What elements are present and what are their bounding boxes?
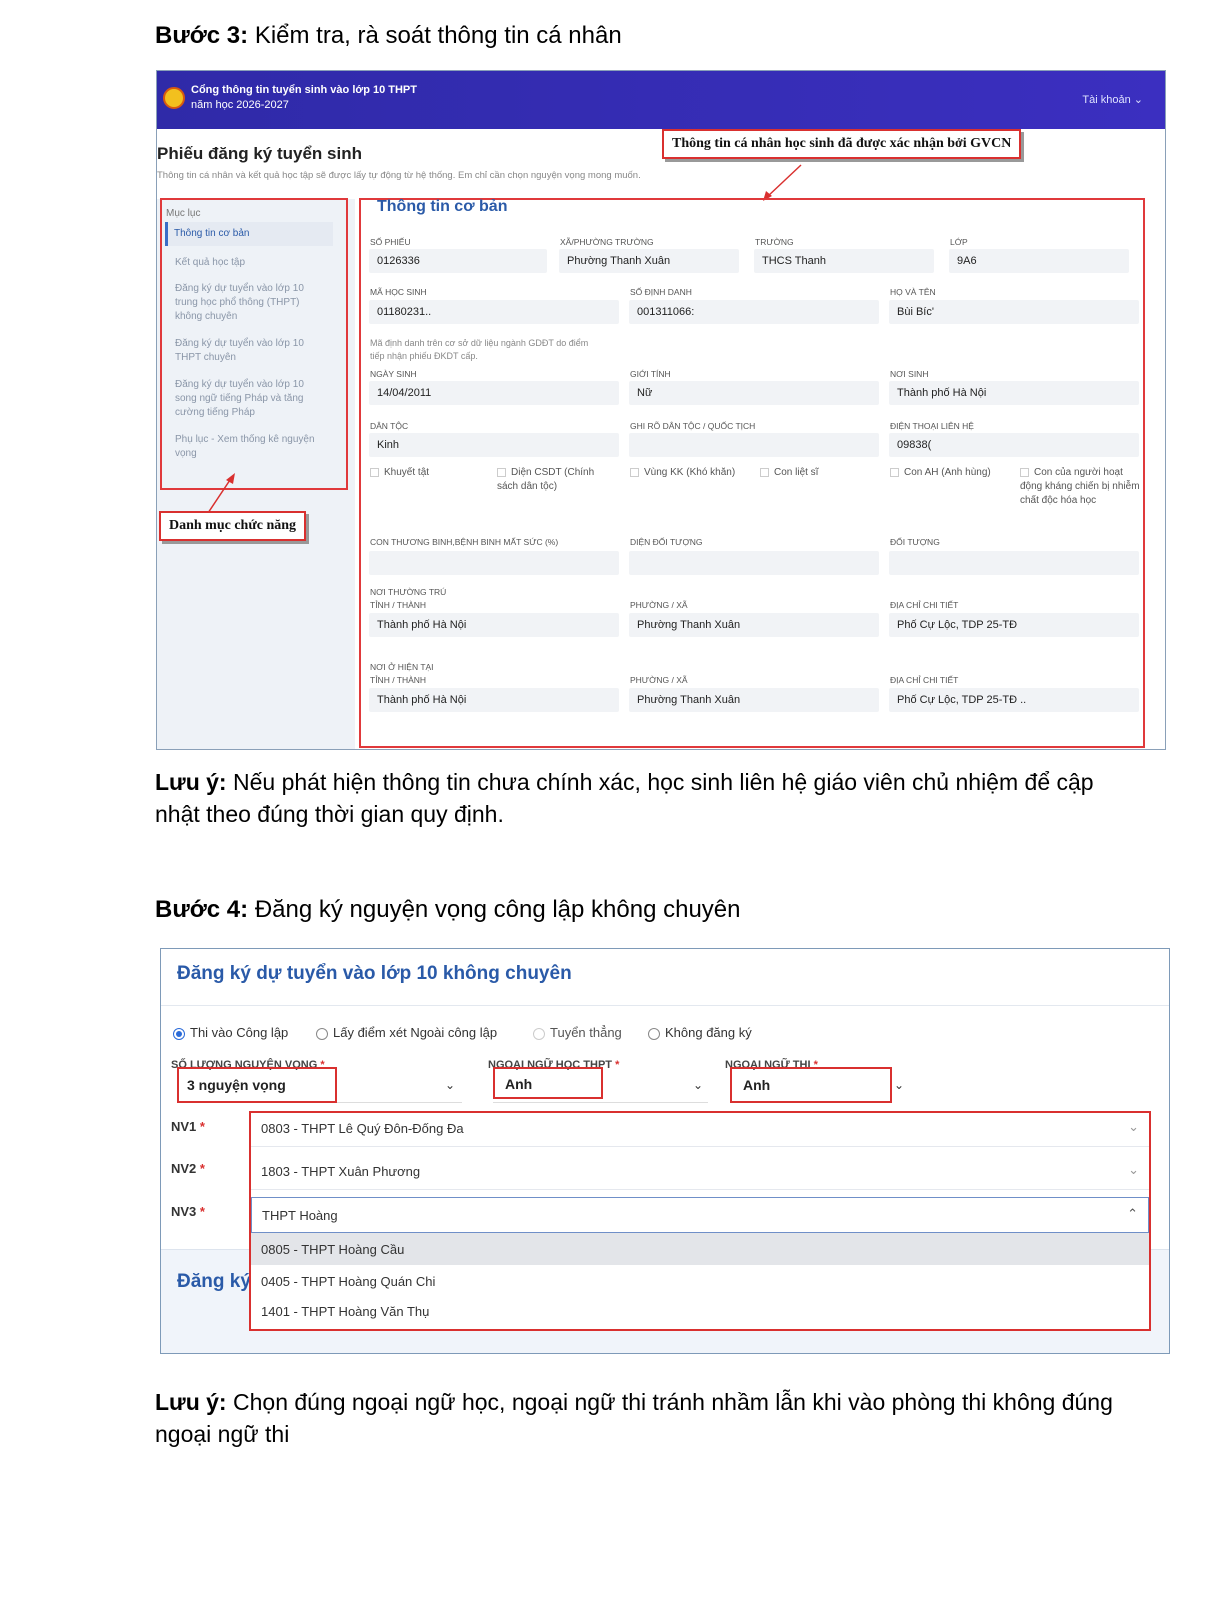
label-gioi-tinh: GIỚI TÍNH [630,369,671,379]
note1: Lưu ý: Nếu phát hiện thông tin chưa chính xác, học sinh liên hệ giáo viên chủ nhiệm để cập nhật theo đúng thời gian quy định. [155,769,1094,827]
check-chat-doc[interactable]: Con của người hoạt động kháng chiến bị nhiễm chất độc hóa học [1020,467,1140,506]
chevron-up-icon: ⌃ [1127,1206,1138,1221]
field-lop: 9A6 [949,249,1129,273]
label-tinh-thanh: TỈNH / THÀNH [370,600,427,610]
annotation-arrow-icon [202,471,242,516]
highlight-nv-list [249,1111,1151,1331]
label-dien-thoai: ĐIỆN THOẠI LIÊN HỆ [890,421,974,431]
chevron-down-icon[interactable]: ⌄ [894,1078,905,1092]
menu-item-non-specialized[interactable]: Đăng ký dự tuyển vào lớp 10 trung học phổ thông (THPT) không chuyên [175,283,304,322]
label-con-thuong-binh: CON THƯƠNG BINH,BỆNH BINH MẤT SỨC (%) [370,537,559,547]
menu-item-specialized[interactable]: Đăng ký dự tuyển vào lớp 10 THPT chuyên [175,338,304,363]
check-con-liet-si[interactable]: Con liệt sĩ [760,466,880,480]
radio-ngoai-cong-lap[interactable]: Lấy điểm xét Ngoài công lập [316,1025,497,1040]
portal-header [157,71,1165,129]
field-gioi-tinh: Nữ [629,381,879,405]
select-nv2[interactable]: 1803 - THPT Xuân Phương ⌄ [251,1154,1149,1190]
field-ghi-ro [629,433,879,457]
label-ho-ten: HỌ VÀ TÊN [890,287,936,297]
radio-tuyen-thang[interactable]: Tuyển thẳng [533,1025,622,1040]
menu-title: Mục lục [166,208,201,219]
label-ngoai-ngu-thi: NGOẠI NGỮ THI * [725,1059,818,1071]
screenshot-personal-info [156,70,1166,750]
menu-item-appendix[interactable]: Phụ lục - Xem thống kê nguyện vọng [175,434,315,459]
field-tt-phuong: Phường Thanh Xuân [629,613,879,637]
label-ngay-sinh: NGÀY SINH [370,369,417,379]
page-subtitle: Thông tin cá nhân và kết quả học tập sẽ được lấy tự động từ hệ thống. Em chỉ cần chọn nguyện vọng mong muốn. [157,170,641,181]
field-dien-thoai: 09838( [889,433,1139,457]
step3-heading: Bước 3: Kiểm tra, rà soát thông tin cá nhân [155,22,622,49]
nv3-label: NV3 * [171,1204,205,1219]
registration-title: Đăng ký dự tuyển vào lớp 10 không chuyên [177,963,572,984]
field-dan-toc: Kinh [369,433,619,457]
annotation-gvcn: Thông tin cá nhân học sinh đã được xác nhận bởi GVCN [662,129,1021,159]
label-dan-toc: DÂN TỘC [370,421,409,431]
field-doi-tuong [889,551,1139,575]
label-dia-chi: ĐỊA CHỈ CHI TIẾT [890,675,959,685]
chevron-down-icon[interactable]: ⌄ [445,1078,456,1092]
portal-title: Cổng thông tin tuyển sinh vào lớp 10 THPT năm học 2026-2027 [191,84,417,111]
field-ht-tinh: Thành phố Hà Nội [369,688,619,712]
label-lop: LỚP [950,237,968,247]
menu-item-french[interactable]: Đăng ký dự tuyển vào lớp 10 song ngữ tiếng Pháp và tăng cường tiếng Pháp [175,379,304,418]
check-dien-csdt[interactable]: Diện CSDT (Chính sách dân tộc) [497,467,595,492]
label-xa-phuong: XÃ/PHƯỜNG TRƯỜNG [560,237,654,247]
option-nv3-2[interactable]: 0405 - THPT Hoàng Quán Chi [251,1265,1149,1297]
nv1-label: NV1 * [171,1119,205,1134]
check-con-ah[interactable]: Con AH (Anh hùng) [890,466,1015,480]
label-ngoai-ngu-hoc: NGOẠI NGỮ HỌC THPT * [488,1059,620,1071]
field-ht-dia-chi: Phố Cự Lộc, TDP 25-TĐ .. [889,688,1139,712]
select-so-luong-value: 3 nguyện vọng [187,1077,286,1093]
label-ghi-ro: GHI RÕ DÂN TỘC / QUỐC TỊCH [630,421,756,431]
menu-item-basic-info[interactable]: Thông tin cơ bản [165,222,333,246]
screenshot-registration [160,948,1170,1354]
label-tinh-thanh: TỈNH / THÀNH [370,675,427,685]
menu-item-results[interactable]: Kết quả học tập [175,257,246,268]
check-khuyet-tat[interactable]: Khuyết tật [370,466,490,480]
label-so-luong-nv: SỐ LƯỢNG NGUYỆN VỌNG * [171,1059,325,1071]
label-dien-doi-tuong: DIỆN ĐỐI TƯỢNG [630,537,703,547]
label-dia-chi: ĐỊA CHỈ CHI TIẾT [890,600,959,610]
radio-khong-dang-ky[interactable]: Không đăng ký [648,1025,752,1040]
label-phuong-xa: PHƯỜNG / XÃ [630,600,688,610]
chevron-down-icon: ⌄ [1128,1162,1139,1177]
label-noi-sinh: NƠI SINH [890,369,929,379]
field-xa-phuong: Phường Thanh Xuân [559,249,739,273]
field-noi-sinh: Thành phố Hà Nội [889,381,1139,405]
option-nv3-1[interactable]: 0805 - THPT Hoàng Cầu [251,1233,1149,1265]
note2: Lưu ý: Chọn đúng ngoại ngữ học, ngoại ngữ thi tránh nhầm lẫn khi vào phòng thi không đúng ngoại ngữ thi [155,1389,1113,1447]
check-vung-kk[interactable]: Vùng KK (Khó khăn) [630,466,755,480]
chevron-down-icon: ⌄ [1133,94,1143,106]
label-truong: TRƯỜNG [755,237,794,247]
select-ngoai-ngu-hoc-value: Anh [505,1076,533,1092]
label-ma-hoc-sinh: MÃ HỌC SINH [370,287,427,297]
field-tt-tinh: Thành phố Hà Nội [369,613,619,637]
hint-dinh-danh: Mã định danh trên cơ sở dữ liệu ngành GDĐT do điểm tiếp nhận phiếu ĐKDT cấp. [370,338,589,361]
option-nv3-3[interactable]: 1401 - THPT Hoàng Văn Thụ [251,1295,1149,1331]
label-so-dinh-danh: SỐ ĐỊNH DANH [630,287,692,297]
step4-heading: Bước 4: Đăng ký nguyện vọng công lập không chuyên [155,896,741,923]
label-thuong-tru: NƠI THƯỜNG TRÚ [370,587,447,597]
lower-section-title: Đăng ký [177,1271,251,1292]
field-tt-dia-chi: Phố Cự Lộc, TDP 25-TĐ [889,613,1139,637]
section-title: Thông tin cơ bản [377,198,508,215]
field-truong: THCS Thanh [754,249,934,273]
input-nv3[interactable]: THPT Hoàng ⌃ [251,1197,1149,1233]
chevron-down-icon: ⌄ [1128,1119,1139,1134]
nv2-label: NV2 * [171,1161,205,1176]
label-doi-tuong: ĐỐI TƯỢNG [890,537,940,547]
account-menu[interactable]: Tài khoản ⌄ [1082,94,1143,106]
page-title: Phiếu đăng ký tuyển sinh [157,144,362,163]
chevron-down-icon[interactable]: ⌄ [693,1078,704,1092]
field-ho-ten: Bùi Bíc' [889,300,1139,324]
field-con-thuong-binh [369,551,619,575]
radio-cong-lap[interactable]: Thi vào Công lập [173,1025,288,1040]
field-dien-doi-tuong [629,551,879,575]
field-ht-phuong: Phường Thanh Xuân [629,688,879,712]
label-hien-tai: NƠI Ở HIỆN TẠI [370,662,434,672]
field-ma-hoc-sinh: 01180231.. [369,300,619,324]
label-phuong-xa: PHƯỜNG / XÃ [630,675,688,685]
annotation-arrow-icon [757,163,807,203]
field-so-dinh-danh: 001311066: [629,300,879,324]
annotation-menu: Danh mục chức năng [159,511,306,541]
field-ngay-sinh: 14/04/2011 [369,381,619,405]
field-so-phieu: 0126336 [369,249,547,273]
select-nv1[interactable]: 0803 - THPT Lê Quý Đôn-Đống Đa ⌄ [251,1111,1149,1147]
portal-logo-icon [163,87,185,109]
select-ngoai-ngu-thi-value: Anh [743,1077,771,1093]
label-so-phieu: SỐ PHIẾU [370,237,411,247]
